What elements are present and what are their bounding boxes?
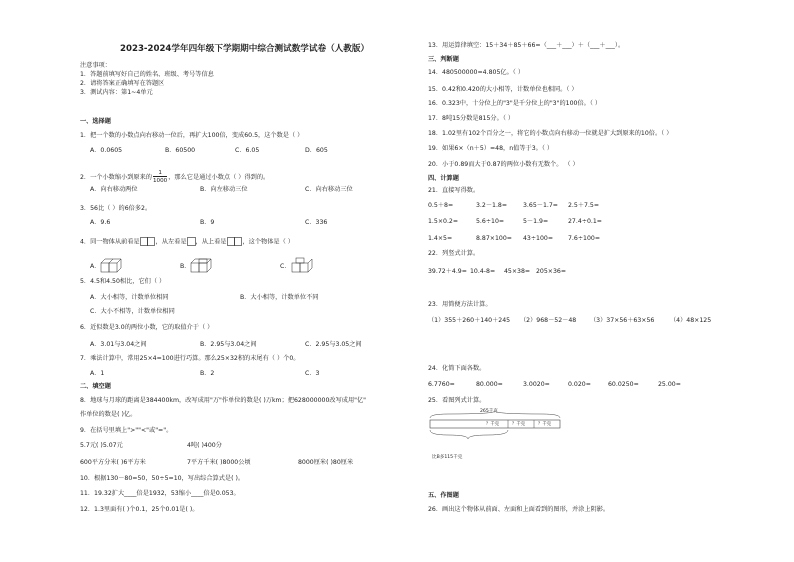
section-5-heading: 五、作图题 bbox=[428, 492, 459, 499]
q21-r2-c1: 1.5×0.2= bbox=[428, 218, 459, 225]
q4-option-a-label: A． bbox=[90, 263, 101, 270]
q16-text: 16．0.323中，十分位上的"3"是千分位上的"3"的100倍。（ ） bbox=[428, 100, 602, 107]
q23-c2: （2）968－52－48 bbox=[520, 317, 577, 324]
q24-c2: 80.000= bbox=[476, 381, 503, 388]
left-view-icon bbox=[187, 237, 196, 246]
q14-text: 14．480500000=4.805亿。（ ） bbox=[428, 69, 525, 76]
q8-text-line2: 作单位的数是( )亿。 bbox=[80, 411, 137, 418]
q25-text: 25．看图列式计算。 bbox=[428, 397, 486, 404]
top-view-icon bbox=[227, 237, 243, 246]
q21-r3-c1: 1.4×5= bbox=[428, 235, 453, 242]
q4-option-c[interactable] bbox=[280, 258, 315, 274]
q9-text: 9．在括号里填上">""<"或"="。 bbox=[80, 427, 173, 434]
diagram-cell-1: ？千克 bbox=[486, 422, 500, 427]
q4-option-c-label: C． bbox=[280, 263, 291, 270]
cube-stack-b-icon bbox=[190, 258, 214, 274]
q17-text: 17．8吨15分数是815分。（ ） bbox=[428, 115, 515, 122]
q3-text: 3．56比（ ）的6倍多2。 bbox=[80, 205, 152, 212]
q10-text: 10．根据130－80=50，50÷5=10，写出综合算式是( )。 bbox=[80, 475, 245, 482]
q2-fraction bbox=[153, 170, 167, 184]
q21-r1-c1: 0.5＋8= bbox=[428, 202, 454, 209]
q24-c5: 60.0250= bbox=[608, 381, 639, 388]
cube-stack-a-icon bbox=[100, 258, 124, 274]
diagram-cell-2: ？千克 bbox=[512, 422, 526, 427]
q4-text bbox=[80, 237, 294, 247]
section-3-heading: 三、判断题 bbox=[428, 56, 459, 63]
q5-option-c[interactable]: C．大小不相等，计数单位相同 bbox=[90, 308, 175, 315]
q9-item-3: 600平方分米( )6平方米 bbox=[80, 459, 146, 466]
q19-text: 19．如果6×（n＋5）=48，n值等于3。（ ） bbox=[428, 145, 554, 152]
q21-r1-c3: 3.65－1.7= bbox=[523, 202, 558, 209]
diagram-total-label: 265千克 bbox=[480, 409, 498, 414]
q6-option-b[interactable]: B．2.95与3.04之间 bbox=[200, 341, 257, 348]
q22-text: 22．列竖式计算。 bbox=[428, 250, 480, 257]
front-view-icon bbox=[140, 237, 156, 246]
q6-option-c[interactable]: C．2.95与3.05之间 bbox=[305, 341, 362, 348]
q21-r1-c4: 2.5＋7.5= bbox=[568, 202, 600, 209]
q24-c1: 6.7760= bbox=[428, 381, 455, 388]
q4-text-b: ，从左看是 bbox=[155, 238, 187, 246]
q4-option-b[interactable] bbox=[180, 258, 214, 274]
q24-c6: 25.00= bbox=[658, 381, 681, 388]
q1-option-c[interactable]: C．6.05 bbox=[235, 147, 260, 154]
q22-c2: 10.4-8= bbox=[470, 268, 496, 275]
q2-text bbox=[80, 170, 269, 184]
q7-option-c[interactable]: C．3 bbox=[305, 370, 320, 377]
q26-text: 26．画出这个物体从前面、左面和上面看到的图形，并涂上阴影。 bbox=[428, 506, 610, 513]
q11-text: 11．19.32扩大____倍是1932，53缩小____倍是0.053。 bbox=[80, 490, 240, 497]
q21-r2-c3: 5－1.9= bbox=[523, 218, 549, 225]
q24-text: 24．化简下面各数。 bbox=[428, 365, 486, 372]
q1-option-d[interactable]: D．605 bbox=[305, 147, 328, 154]
q15-text: 15．0.42和0.420的大小相等，计数单位也相同。（ ） bbox=[428, 86, 578, 93]
q18-text: 18．1.02里有102个百分之一，将它的小数点向右移动一位就是扩大到原来的10倍。（ ） bbox=[428, 130, 673, 137]
note-3: 3．测试内容：第1~4单元 bbox=[80, 89, 153, 96]
q2-fraction-numerator: 1 bbox=[158, 170, 162, 176]
q23-text: 23．用简便方法计算。 bbox=[428, 301, 492, 308]
note-1: 1．答题前填写好自己的姓名、班级、考号等信息 bbox=[80, 71, 214, 78]
q21-r1-c2: 3.2－1.8= bbox=[476, 202, 508, 209]
q22-c4: 205×36= bbox=[536, 268, 567, 275]
q2-text-a: 2．一个小数缩小到原来的 bbox=[80, 174, 152, 181]
q9-item-1: 5.7元( )5.07元 bbox=[80, 442, 123, 449]
q23-c3: （3）37×56＋63×56 bbox=[590, 317, 655, 324]
q21-r2-c2: 5.6÷10= bbox=[476, 218, 505, 225]
section-4-heading: 四、计算题 bbox=[428, 175, 459, 182]
q2-text-b: ，那么它是通过小数点（ ）得到的。 bbox=[168, 174, 270, 181]
q21-r3-c2: 8.87×100= bbox=[476, 235, 512, 242]
q4-option-b-label: B． bbox=[180, 263, 191, 270]
cube-stack-c-icon bbox=[291, 258, 315, 274]
q23-c1: （1）355＋260＋140＋245 bbox=[428, 317, 511, 324]
q6-text: 6．近似数是3.0的两位小数，它的取值介于（ ） bbox=[80, 324, 214, 331]
q3-option-c[interactable]: C．336 bbox=[305, 219, 328, 226]
q21-text: 21．直接写得数。 bbox=[428, 187, 480, 194]
q22-c3: 45×38= bbox=[504, 268, 531, 275]
q9-item-4: 7平方千米( )8000公顷 bbox=[187, 459, 251, 466]
q25-segment-diagram bbox=[428, 408, 563, 468]
q7-option-b[interactable]: B．2 bbox=[200, 370, 215, 377]
q3-option-b[interactable]: B．9 bbox=[200, 219, 215, 226]
q2-option-a[interactable]: A．向右移动两位 bbox=[90, 186, 138, 193]
q1-text: 1．把一个数的小数点向右移动一位后，再扩大100倍，变成60.5，这个数是（ ） bbox=[80, 132, 304, 139]
q9-item-5: 8000厘米( )80厘米 bbox=[298, 459, 354, 466]
q12-text: 12．1.3里面有( )个0.1，25个0.01是( )。 bbox=[80, 506, 199, 513]
q20-text: 20．小于0.89而大于0.87的两位小数有无数个。 （ ） bbox=[428, 161, 579, 168]
section-1-heading: 一、选择题 bbox=[80, 118, 111, 125]
q4-text-d: ，这个物体是（ ） bbox=[242, 238, 294, 246]
q9-item-2: 4吨( )400分 bbox=[187, 442, 222, 449]
q21-r3-c4: 7.6÷100= bbox=[568, 235, 601, 242]
q22-c1: 39.72＋4.9= bbox=[428, 268, 467, 275]
q8-text-line1: 8．地球与月球的距离是384400km，改写成用"万"作单位的数是( )万km；把628000000改写成用"亿" bbox=[80, 397, 367, 404]
q4-option-a[interactable] bbox=[90, 258, 124, 274]
q21-r3-c3: 43÷100= bbox=[523, 235, 554, 242]
q3-option-a[interactable]: A．9.6 bbox=[90, 219, 111, 226]
q4-text-a: 4．同一物体从前看是 bbox=[80, 238, 140, 246]
q5-text: 5．4.5和4.50相比，它们（ ） bbox=[80, 278, 166, 285]
diagram-bottom-label: 比B多115千克 bbox=[432, 455, 463, 460]
q24-c4: 0.020= bbox=[568, 381, 591, 388]
q21-r2-c4: 27.4÷0.1= bbox=[568, 218, 602, 225]
note-2: 2．请将答案正确填写在答题区 bbox=[80, 80, 165, 87]
q1-option-a[interactable]: A．0.0605 bbox=[90, 147, 123, 154]
q2-option-c[interactable]: C．向右移动三位 bbox=[305, 186, 353, 193]
exam-title: 2023-2024学年四年级下学期期中综合测试数学试卷（人教版） bbox=[120, 44, 370, 54]
q23-c4: （4）48×125 bbox=[670, 317, 712, 324]
q1-option-b[interactable]: B．60500 bbox=[165, 147, 196, 154]
q4-text-c: ，从上看是 bbox=[195, 238, 227, 246]
q6-option-a[interactable]: A．3.01与3.04之间 bbox=[90, 341, 147, 348]
q24-c3: 3.0020= bbox=[523, 381, 550, 388]
q2-option-b[interactable]: B．向左移动三位 bbox=[200, 186, 248, 193]
notes-heading: 注意事项： bbox=[80, 62, 111, 69]
q7-option-a[interactable]: A．1 bbox=[90, 370, 105, 377]
q5-option-b[interactable]: B．大小相等，计数单位不同 bbox=[240, 294, 319, 301]
section-2-heading: 二、填空题 bbox=[80, 383, 111, 390]
diagram-cell-3: ？千克 bbox=[538, 422, 552, 427]
q7-text: 7．乘法计算中，常用25×4=100进行巧算。那么25×32积的末尾有（ ）个0。 bbox=[80, 355, 300, 362]
q5-option-a[interactable]: A．大小相等，计数单位相同 bbox=[90, 294, 169, 301]
q2-fraction-denominator: 1000 bbox=[153, 178, 168, 184]
q13-text: 13．用运算律填空：15＋34＋85＋66=（___＋___）＋（___＋___）。 bbox=[428, 42, 625, 49]
